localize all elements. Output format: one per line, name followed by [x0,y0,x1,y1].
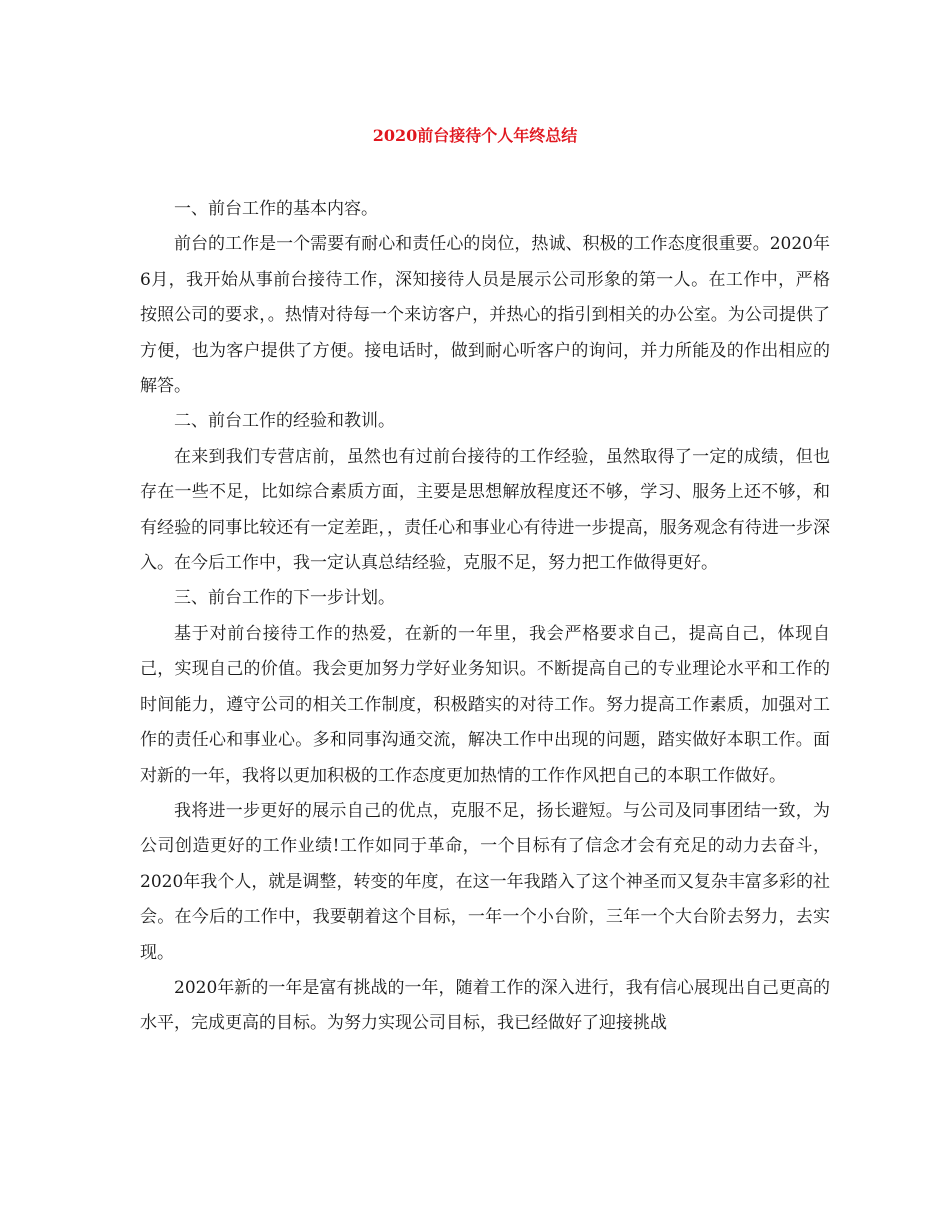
paragraph: 基于对前台接待工作的热爱，在新的一年里，我会严格要求自己，提高自己，体现自己，实现自己的价值。我会更加努力学好业务知识。不断提高自己的专业理论水平和工作的时间能力，遵守公司的相关工作制度，积极踏实的对待工作。努力提高工作素质，加强对工作的责任心和事业心。多和同事沟通交流，解决工作中出现的问题，踏实做好本职工作。面对新的一年，我将以更加积极的工作态度更加热情的工作作风把自己的本职工作做好。 [140,623,830,786]
paragraph: 在来到我们专营店前，虽然也有过前台接待的工作经验，虽然取得了一定的成绩，但也存在一些不足，比如综合素质方面，主要是思想解放程度还不够，学习、服务上还不够，和有经验的同事比较还有一定差距，，责任心和事业心有待进一步提高，服务观念有待进一步深入。在今后工作中，我一定认真总结经验，克服不足，努力把工作做得更好。 [140,446,830,574]
section-heading-3: 三、前台工作的下一步计划。 [174,588,395,609]
document-title: 2020前台接待个人年终总结 [372,126,578,145]
paragraph: 前台的工作是一个需要有耐心和责任心的岗位，热诚、积极的工作态度很重要。2020年6月，我开始从事前台接待工作，深知接待人员是展示公司形象的第一人。在工作中，严格按照公司的要求，。热情对待每一个来访客户，并热心的指引到相关的办公室。为公司提供了方便，也为客户提供了方便。接电话时，做到耐心听客户的询问，并力所能及的作出相应的解答。 [140,234,830,397]
section-heading-1: 一、前台工作的基本内容。 [174,199,378,219]
document-body [140,192,830,1042]
paragraph: 我将进一步更好的展示自己的优点，克服不足，扬长避短。与公司及同事团结一致，为公司创造更好的工作业绩!工作如同于革命，一个目标有了信念才会有充足的动力去奋斗，2020年我个人，就是调整，转变的年度，在这一年我踏入了这个神圣而又复杂丰富多彩的社会。在今后的工作中，我要朝着这个目标，一年一个小台阶，三年一个大台阶去努力，去实现。 [140,800,830,963]
section-heading-2: 二、前台工作的经验和教训。 [174,411,395,432]
paragraph: 2020年新的一年是富有挑战的一年，随着工作的深入进行，我有信心展现出自己更高的水平，完成更高的目标。为努力实现公司目标，我已经做好了迎接挑战 [140,977,830,1034]
